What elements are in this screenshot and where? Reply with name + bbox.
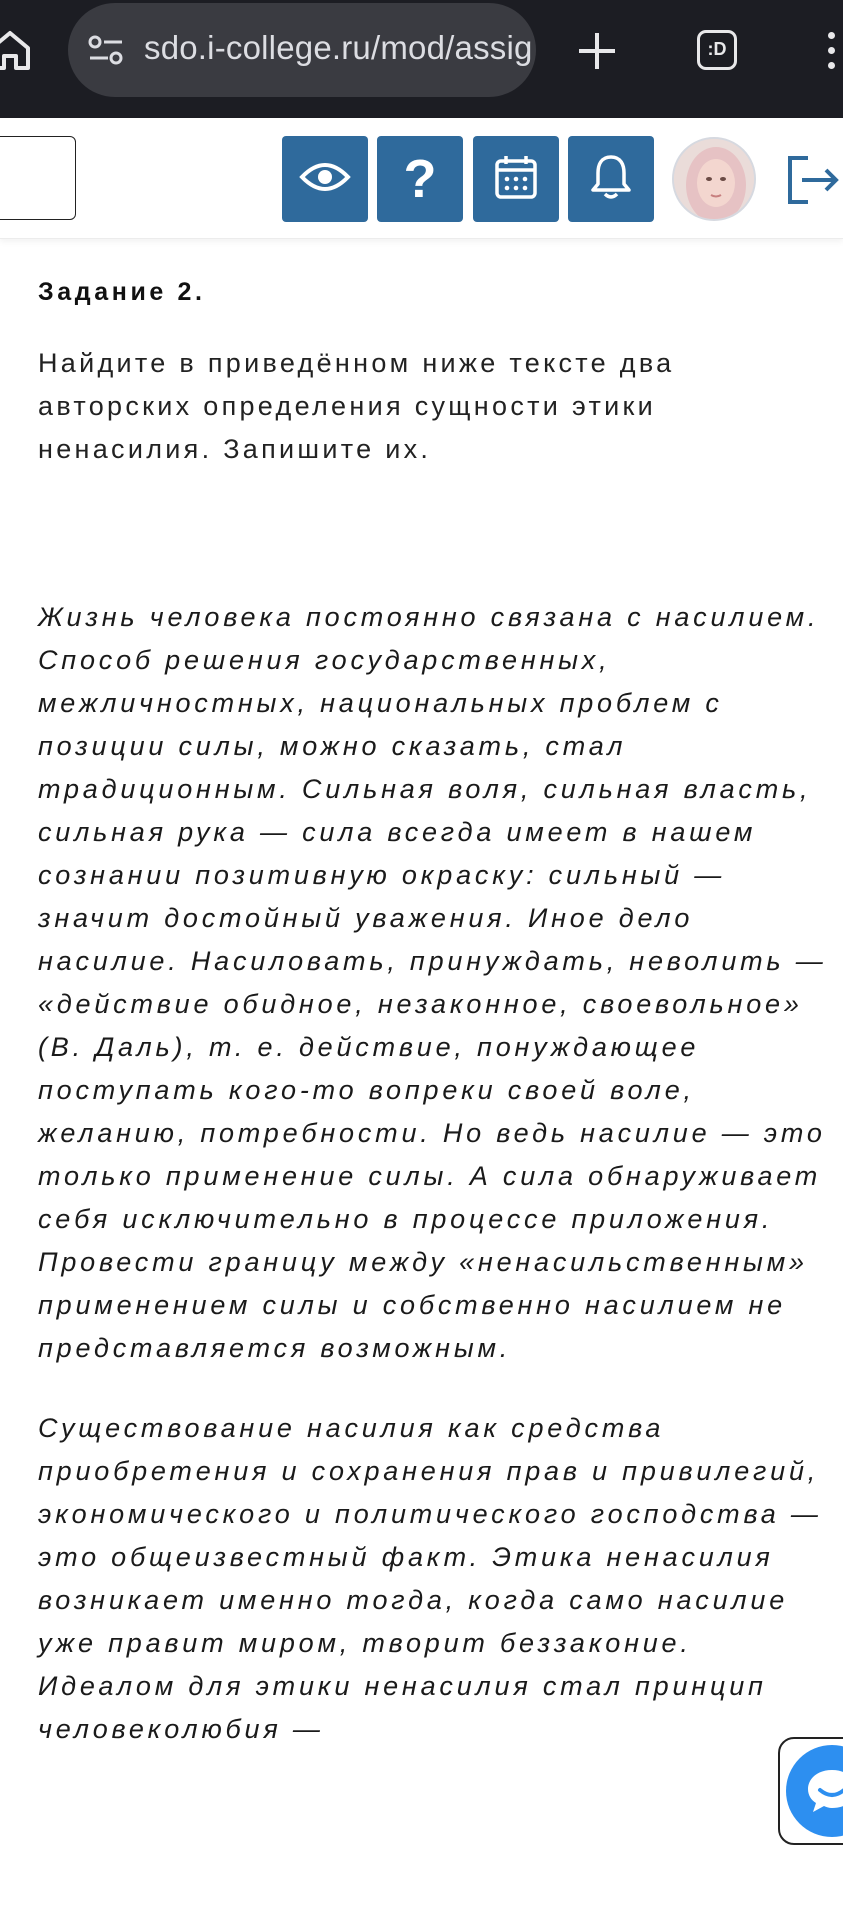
site-header — [0, 118, 843, 239]
question-icon: ? — [403, 149, 437, 209]
calendar-icon — [494, 154, 538, 205]
calendar-button[interactable] — [473, 136, 559, 222]
more-menu-icon[interactable] — [828, 32, 838, 72]
task-heading: Задание 2. — [38, 278, 206, 306]
help-button[interactable] — [377, 136, 463, 222]
eye-icon — [299, 157, 351, 202]
new-tab-icon[interactable] — [577, 31, 617, 71]
site-settings-icon[interactable] — [88, 35, 124, 65]
quote-paragraph-2: Существование насилия как средства приобретения и сохранения прав и привилегий, экономического и политического господства — это общеизвестный факт. Этика ненасилия возникает именно тогда, когда само насилие уже правит миром, творит беззаконие. Идеалом для этики ненасилия стал принцип человеколюбия — — [38, 1413, 822, 1744]
url-text[interactable]: sdo.i-college.ru/mod/assig — [144, 29, 533, 66]
avatar[interactable] — [672, 137, 756, 221]
address-bar[interactable] — [68, 3, 536, 97]
chat-icon — [786, 1745, 843, 1837]
search-input[interactable] — [0, 136, 76, 220]
home-icon[interactable] — [0, 28, 32, 72]
browser-toolbar — [0, 0, 843, 118]
notifications-button[interactable] — [568, 136, 654, 222]
chat-widget-button[interactable] — [778, 1737, 843, 1845]
bell-icon — [589, 153, 633, 206]
task-instruction: Найдите в приведённом ниже тексте два авторских определения сущности этики ненасилия. Запишите их. — [38, 348, 675, 464]
assignment-content — [38, 278, 828, 1751]
logout-icon[interactable] — [784, 152, 840, 208]
quote-paragraph-1: Жизнь человека постоянно связана с насилием. Способ решения государственных, межличностных, национальных проблем с позиции силы, можно сказать, стал традиционным. Сильная воля, сильная власть, сильная рука — сила всегда имеет в нашем сознании позитивную окраску: сильный — значит достойный уважения. Иное дело насилие. Насиловать, принуждать, неволить — «действие обидное, незаконное, своевольное» (В. Даль), т. е. действие, понуждающее поступать кого-то вопреки своей воле, желанию, потребности. Но ведь насилие — это только применение силы. А сила обнаруживает себя исключительно в процессе приложения. Провести границу между «ненасильственным» применением силы и собственно насилием не представляется возможным. — [38, 602, 827, 1363]
tab-switcher-button[interactable]: :D — [697, 30, 737, 70]
eye-button[interactable] — [282, 136, 368, 222]
